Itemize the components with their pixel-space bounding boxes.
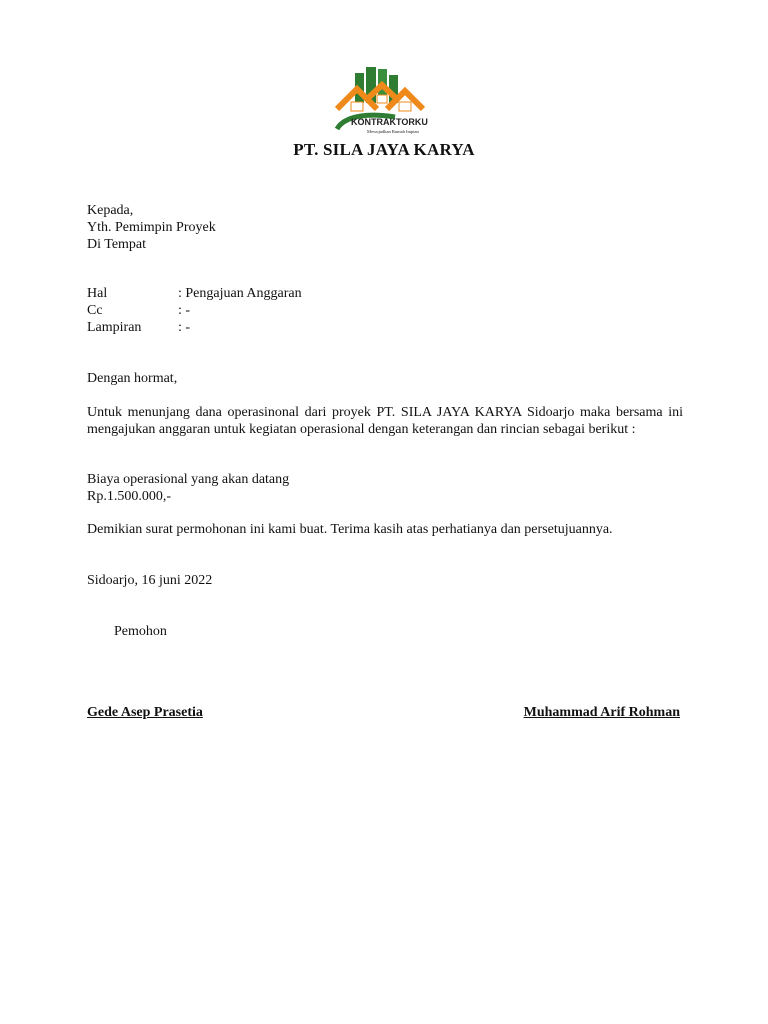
meta-label-lampiran: Lampiran bbox=[87, 320, 142, 335]
budget-amount: Rp.1.500.000,- bbox=[87, 489, 171, 504]
meta-label-hal: Hal bbox=[87, 286, 108, 301]
meta-label-cc: Cc bbox=[87, 303, 103, 318]
budget-item: Biaya operasional yang akan datang bbox=[87, 472, 290, 487]
meta-value-lampiran: : - bbox=[178, 320, 191, 335]
signatory-left: Gede Asep Prasetia bbox=[87, 705, 203, 720]
recipient-line-3: Di Tempat bbox=[87, 237, 147, 252]
place-date: Sidoarjo, 16 juni 2022 bbox=[87, 573, 213, 588]
meta-value-hal: : Pengajuan Anggaran bbox=[178, 286, 302, 301]
greeting: Dengan hormat, bbox=[87, 371, 178, 386]
meta-value-cc: : - bbox=[178, 303, 191, 318]
company-title: PT. SILA JAYA KARYA bbox=[293, 140, 475, 159]
logo-brand-text: KONTRAKTORKU bbox=[351, 117, 428, 127]
signatory-right: Muhammad Arif Rohman bbox=[523, 705, 680, 720]
closing-sentence: Demikian surat permohonan ini kami buat. Terima kasih atas perhatianya dan persetujuannya. bbox=[87, 522, 613, 537]
recipient-line-2: Yth. Pemimpin Proyek bbox=[87, 220, 216, 235]
building-logo-icon bbox=[325, 47, 444, 137]
recipient-line-1: Kepada, bbox=[87, 203, 134, 218]
company-logo bbox=[325, 47, 444, 137]
applicant-label: Pemohon bbox=[114, 624, 167, 639]
logo-tagline: Mewujudkan Rumah Impian bbox=[367, 129, 419, 134]
body-paragraph: Untuk menunjang dana operasinonal dari proyek PT. SILA JAYA KARYA Sidoarjo maka bersama ini mengajukan anggaran untuk kegiatan operasional dengan keterangan dan rincian sebagai berikut : bbox=[87, 405, 683, 437]
